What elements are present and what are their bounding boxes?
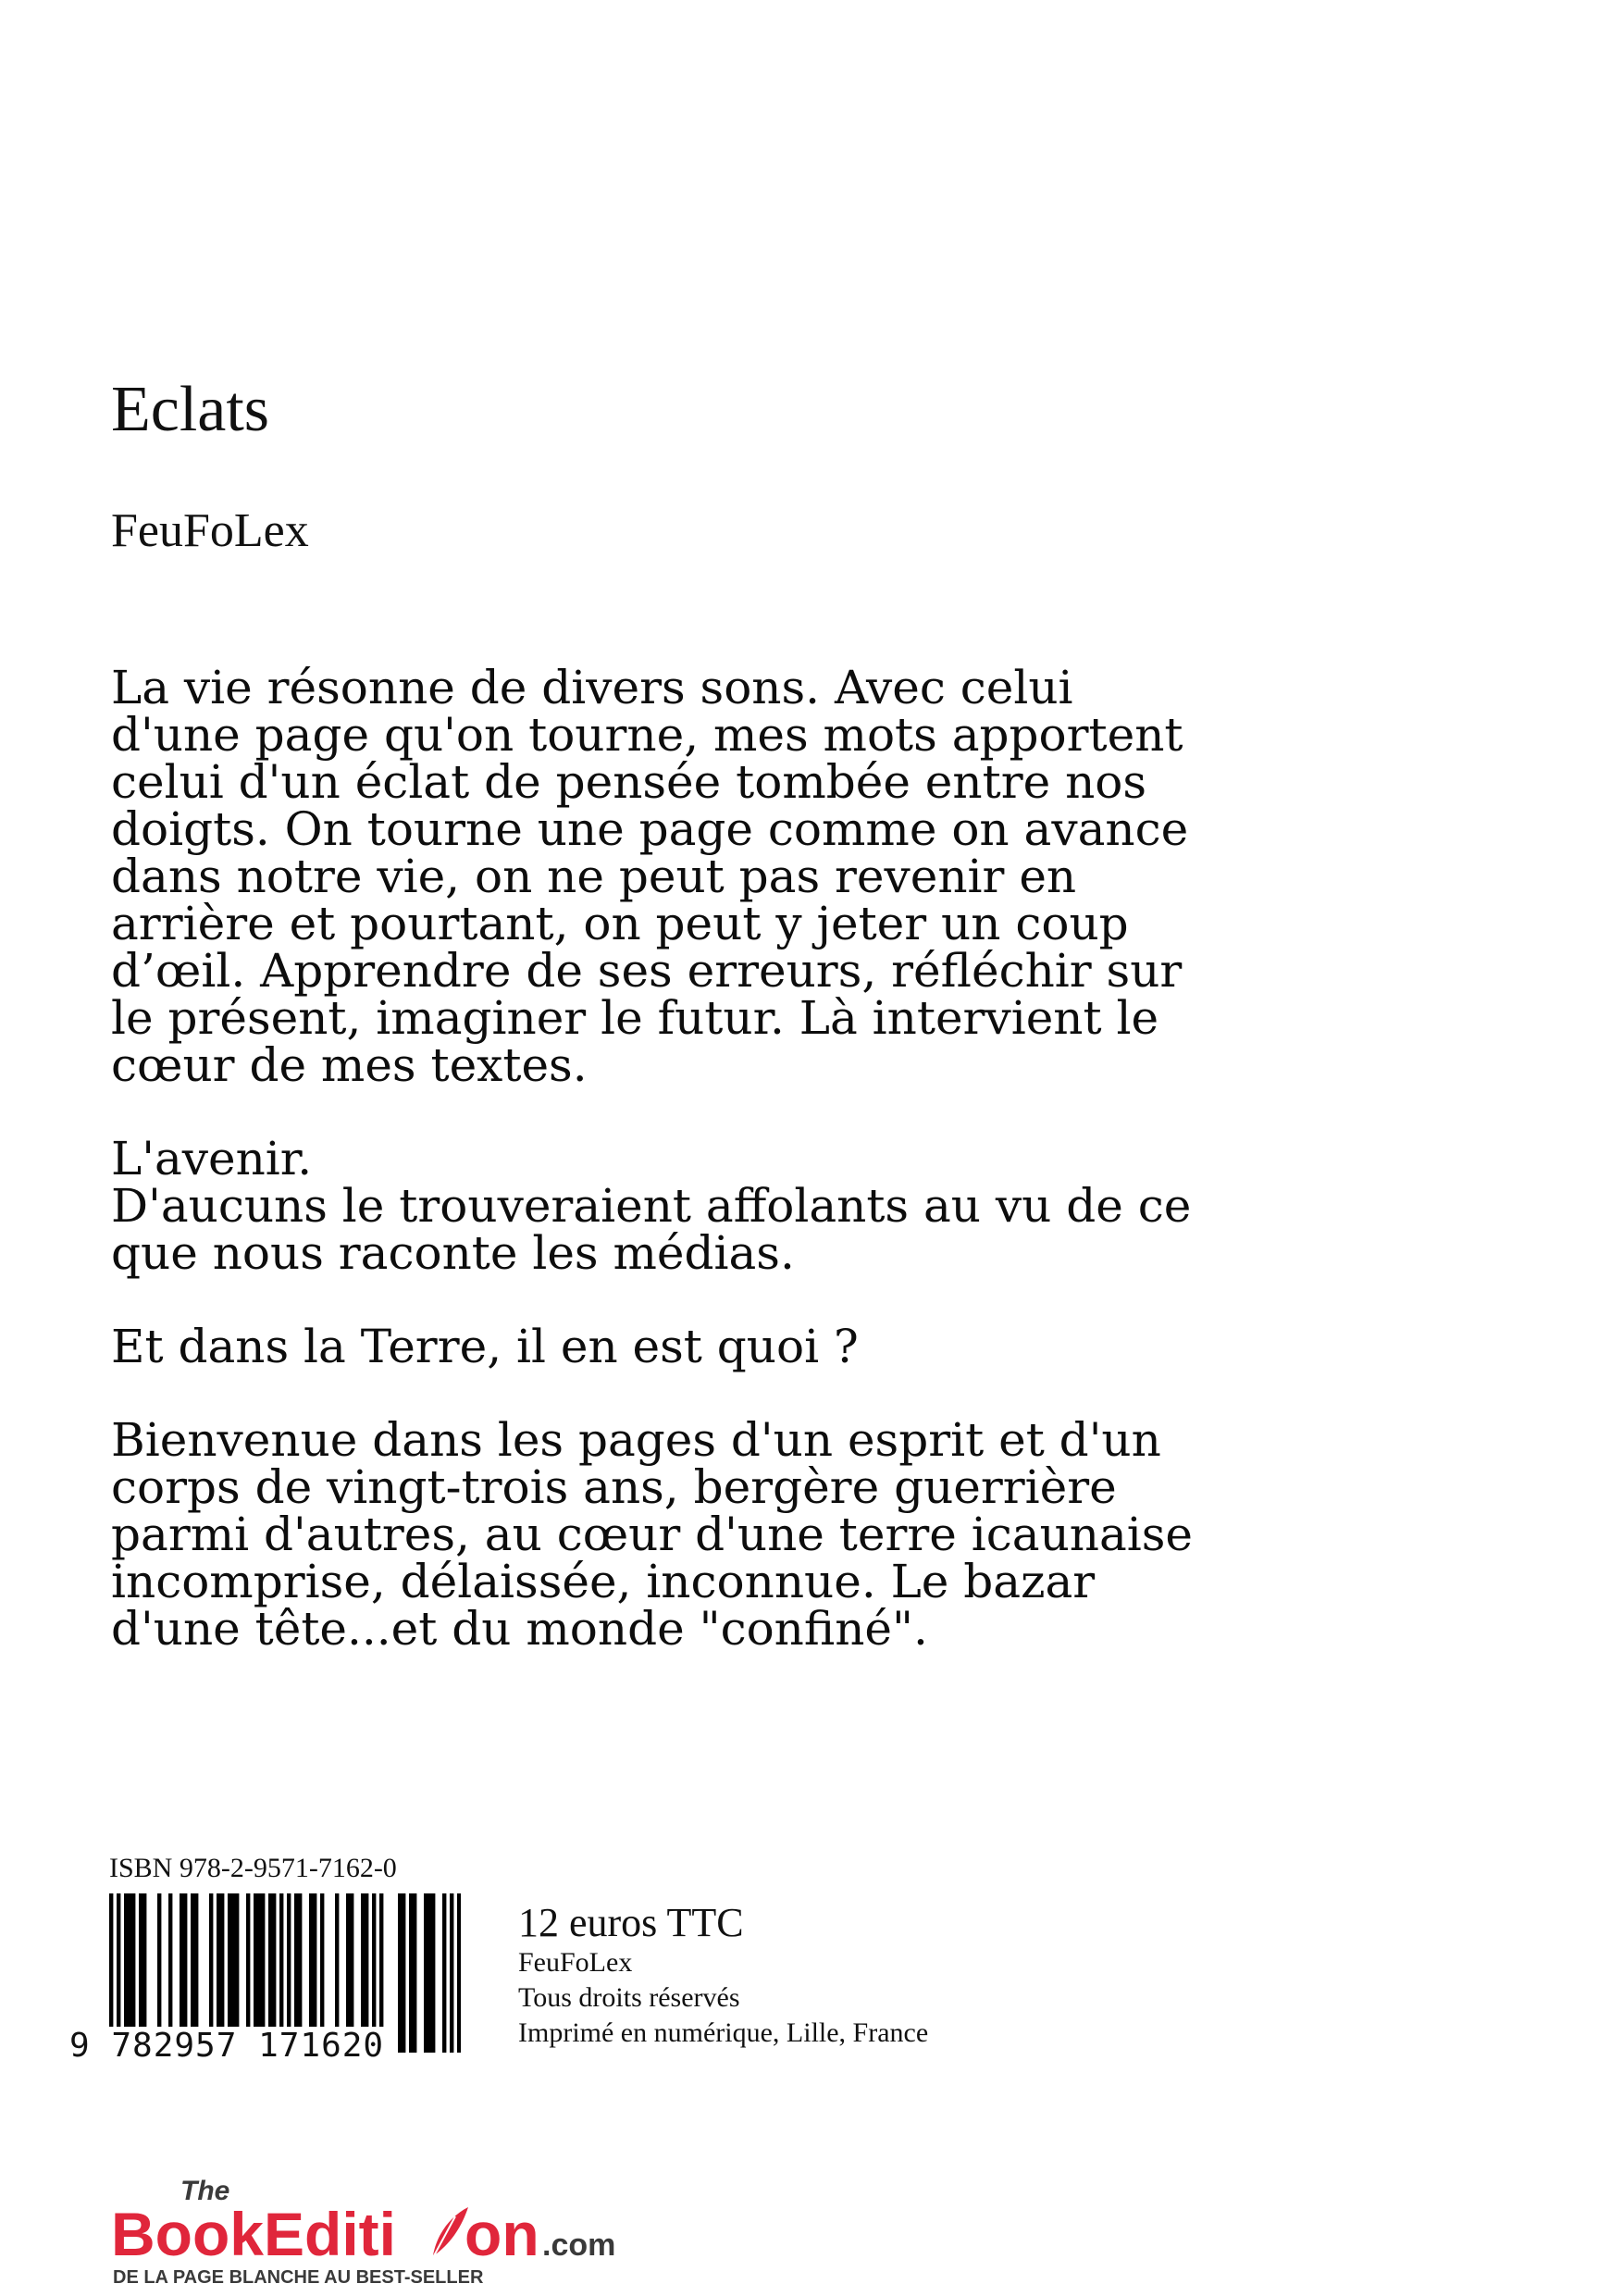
publisher-name: FeuFoLex: [518, 1947, 633, 1978]
blurb-line: Bienvenue dans les pages d'un esprit et d'un: [111, 1413, 1161, 1467]
barcode-digits: 9 782957 171620: [67, 2027, 387, 2065]
blurb-line: D'aucuns le trouveraient affolants au vu de ce: [111, 1179, 1192, 1233]
barcode-bar: [431, 1893, 435, 2053]
paragraph-gap: [111, 1371, 1314, 1417]
blurb-line: d'une tête...et du monde "confiné".: [111, 1602, 928, 1656]
blurb-line: Et dans la Terre, il en est quoi ?: [111, 1320, 859, 1373]
barcode-bar: [424, 1893, 427, 2053]
blurb-line: que nous raconte les médias.: [111, 1226, 795, 1280]
logo-the: The: [180, 2179, 230, 2206]
blurb-line: le présent, imaginer le futur. Là intervient le: [111, 991, 1159, 1045]
blurb-line: La vie résonne de divers sons. Avec celui: [111, 661, 1073, 714]
imprint-block: [518, 1945, 928, 2051]
paragraph-gap: [111, 1277, 1314, 1323]
blurb-line: corps de vingt-trois ans, bergère guerrière: [111, 1460, 1117, 1514]
blurb-line: L'avenir.: [111, 1132, 313, 1185]
blurb-line: d’œil. Apprendre de ses erreurs, réfléchir sur: [111, 944, 1183, 998]
logo-dotcom: .com: [542, 2228, 616, 2263]
paragraph-gap: [111, 1089, 1314, 1136]
price: 12 euros TTC: [518, 1900, 744, 1945]
blurb-line: incomprise, délaissée, inconnue. Le bazar: [111, 1555, 1096, 1608]
barcode-bar: [402, 1893, 405, 2053]
blurb-line: dans notre vie, on ne peut pas revenir en: [111, 850, 1077, 903]
logo-tagline: DE LA PAGE BLANCHE AU BEST-SELLER: [113, 2267, 484, 2288]
back-cover-blurb: [111, 661, 1314, 1656]
blurb-line: parmi d'autres, au cœur d'une terre icaunaise: [111, 1508, 1194, 1561]
barcode-bar: [398, 1893, 402, 2053]
barcode-bar: [409, 1893, 413, 2053]
blurb-line: d'une page qu'on tourne, mes mots apportent: [111, 708, 1183, 762]
book-title: Eclats: [111, 374, 270, 445]
barcode-bar: [450, 1893, 453, 2053]
blurb-line: arrière et pourtant, on peut y jeter un coup: [111, 897, 1129, 950]
blurb-line: celui d'un éclat de pensée tombée entre nos: [111, 755, 1147, 809]
barcode-bar: [442, 1893, 446, 2053]
logo-bookediti: BookEditi: [111, 2200, 396, 2268]
bookedition-logo: [111, 2179, 666, 2290]
barcode-bar: [427, 1893, 431, 2053]
book-author: FeuFoLex: [111, 504, 309, 557]
feather-icon: [431, 2207, 468, 2261]
logo-on: on: [465, 2200, 539, 2268]
barcode-bar: [413, 1893, 416, 2053]
blurb-line: doigts. On tourne une page comme on avance: [111, 802, 1189, 856]
barcode-bar: [457, 1893, 461, 2053]
isbn-label: ISBN 978-2-9571-7162-0: [109, 1853, 397, 1883]
blurb-line: cœur de mes textes.: [111, 1038, 588, 1092]
rights-notice: Tous droits réservés: [518, 1982, 740, 2013]
print-location: Imprimé en numérique, Lille, France: [518, 2017, 929, 2048]
